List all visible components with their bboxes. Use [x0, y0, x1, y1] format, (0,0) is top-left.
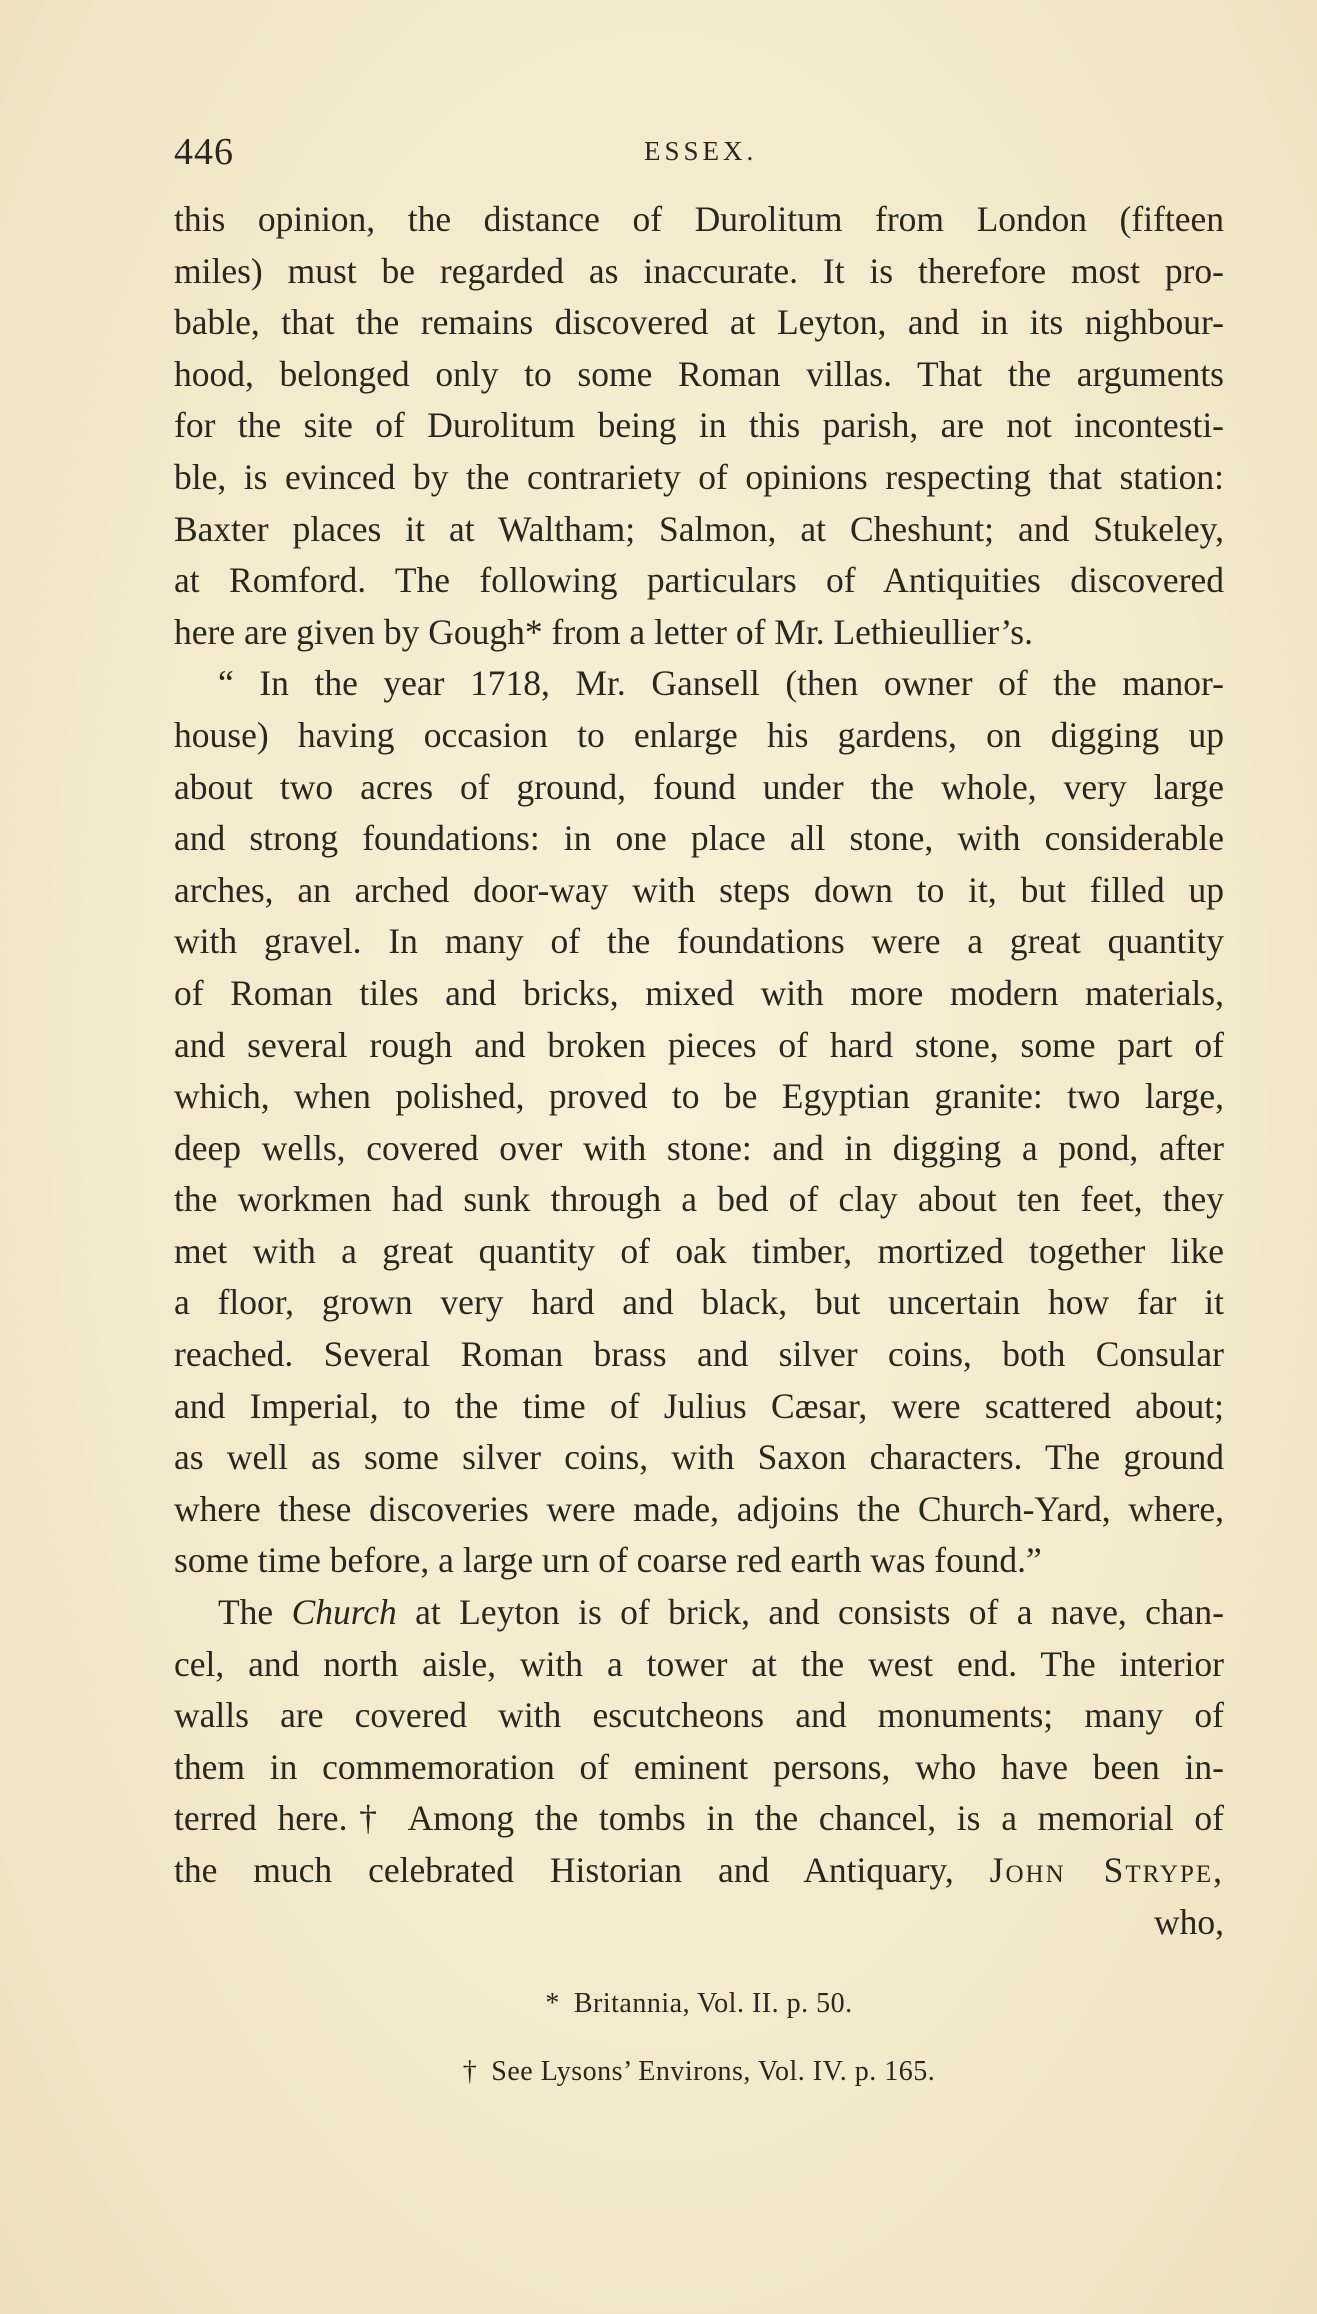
text-line: and several rough and broken pieces of hard stone, some part of	[174, 1024, 1224, 1065]
footnote-text: See Lysons’ Environs, Vol. IV. p. 165.	[491, 2056, 936, 2087]
text-line: as well as some silver coins, with Saxon characters. The ground	[174, 1437, 1224, 1478]
page-number: 446	[174, 131, 234, 173]
text-line: miles) must be regarded as inaccurate. It is therefore most pro-	[174, 250, 1224, 291]
text-fragment: at Leyton is of brick, and consists of a nave, chan-	[415, 1592, 1225, 1633]
footnote-mark: †	[462, 2056, 478, 2087]
body-text	[174, 194, 1224, 1948]
text-line: house) having occasion to enlarge his gardens, on digging up	[174, 714, 1224, 755]
text-line: met with a great quantity of oak timber, mortized together like	[174, 1230, 1224, 1271]
text-fragment: The	[218, 1592, 274, 1633]
text-line: and Imperial, to the time of Julius Cæsar, were scattered about;	[174, 1385, 1224, 1426]
footnote	[174, 2056, 1224, 2088]
text-line: “ In the year 1718, Mr. Gansell (then owner of the manor-	[218, 663, 1224, 704]
text-line-church	[174, 1587, 1224, 1639]
text-line: a floor, grown very hard and black, but uncertain how far it	[174, 1282, 1224, 1323]
text-fragment: the much celebrated Historian and Antiquary,	[174, 1850, 954, 1890]
text-line: hood, belonged only to some Roman villas. That the arguments	[174, 353, 1224, 394]
footnotes	[174, 1988, 1224, 2088]
text-line: here are given by Gough* from a letter of Mr. Lethieullier’s.	[174, 611, 1033, 652]
text-line: about two acres of ground, found under the whole, very large	[174, 766, 1224, 807]
text-line: terred here.† Among the tombs in the chancel, is a memorial of	[174, 1798, 1224, 1839]
footnote-mark: *	[545, 1988, 560, 2019]
text-line: cel, and north aisle, with a tower at the west end. The interior	[174, 1643, 1224, 1684]
text-line: deep wells, covered over with stone: and in digging a pond, after	[174, 1127, 1224, 1168]
text-line: which, when polished, proved to be Egyptian granite: two large,	[174, 1076, 1224, 1117]
text-line: of Roman tiles and bricks, mixed with more modern materials,	[174, 972, 1224, 1013]
text-line: for the site of Durolitum being in this parish, are not incontesti-	[174, 405, 1224, 446]
text-line: ble, is evinced by the contrariety of opinions respecting that station:	[174, 456, 1224, 497]
footnote	[174, 1988, 1224, 2020]
text-line: walls are covered with escutcheons and monuments; many of	[174, 1695, 1224, 1736]
text-line: Baxter places it at Waltham; Salmon, at Cheshunt; and Stukeley,	[174, 508, 1224, 549]
text-line: where these discoveries were made, adjoins the Church-Yard, where,	[174, 1488, 1224, 1529]
text-line: this opinion, the distance of Durolitum from London (fifteen	[174, 199, 1224, 239]
text-line: with gravel. In many of the foundations were a great quantity	[174, 921, 1224, 962]
text-line: reached. Several Roman brass and silver coins, both Consular	[174, 1334, 1224, 1375]
text-line: them in commemoration of eminent persons, who have been in-	[174, 1746, 1224, 1787]
text-line: some time before, a large urn of coarse red earth was found.”	[174, 1540, 1042, 1581]
catchword: who,	[1153, 1901, 1224, 1942]
text-line-strype	[174, 1845, 1224, 1897]
name-small-caps: John Strype,	[989, 1850, 1225, 1890]
text-line: at Romford. The following particulars of Antiquities discovered	[174, 560, 1224, 601]
text-line: arches, an arched door-way with steps down to it, but filled up	[174, 869, 1224, 910]
text-line: and strong foundations: in one place all stone, with considerable	[174, 818, 1224, 859]
text-line: bable, that the remains discovered at Leyton, and in its nighbour-	[174, 302, 1224, 343]
text-line: the workmen had sunk through a bed of clay about ten feet, they	[174, 1179, 1224, 1220]
church-italic: Church	[291, 1592, 397, 1633]
running-head: ESSEX.	[644, 136, 758, 166]
page-header	[174, 130, 1224, 180]
footnote-text: Britannia, Vol. II. p. 50.	[573, 1988, 853, 2019]
